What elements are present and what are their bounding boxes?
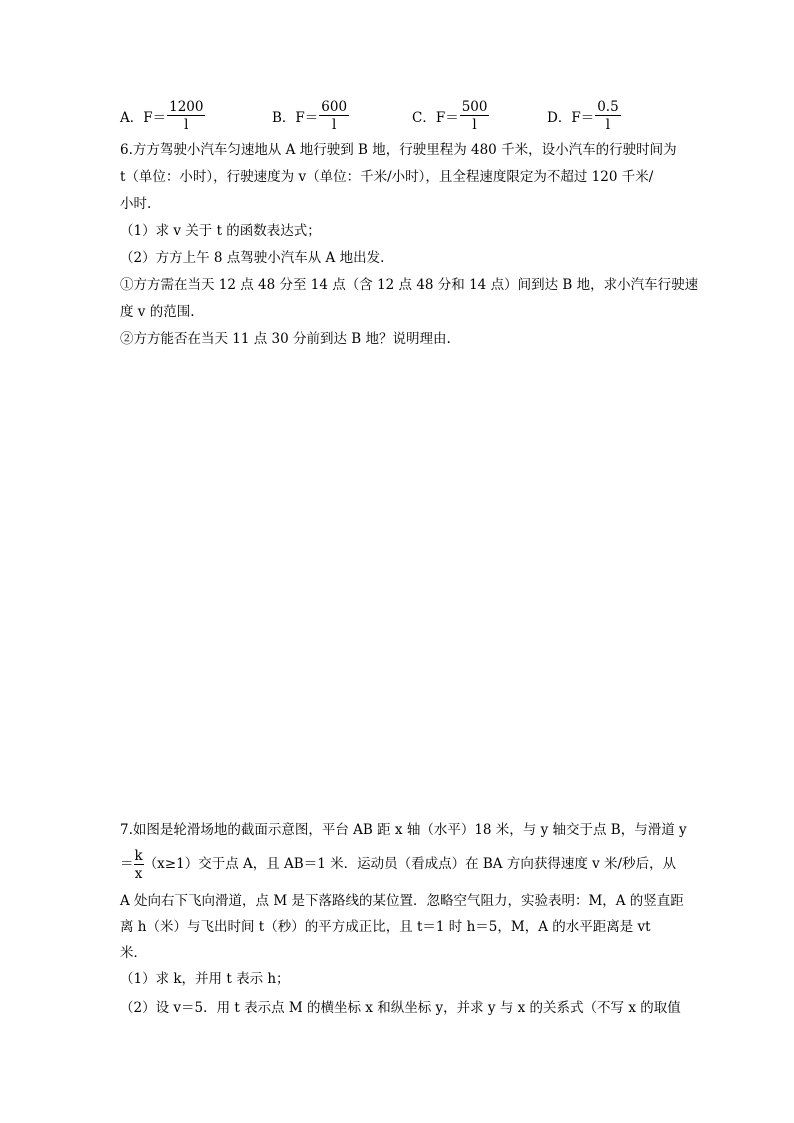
option-fraction	[319, 100, 349, 132]
option-prefix: D．F＝	[547, 110, 595, 126]
q7-line-5: 米．	[120, 945, 147, 961]
fraction-numerator: 600	[321, 98, 348, 115]
option-prefix: A．F＝	[120, 110, 167, 126]
q7-line-4: 离 h（米）与飞出时间 t（秒）的平方成正比，且 t＝1 时 h＝5，M，A 的水平距离是 vt	[120, 919, 651, 935]
option-fraction	[167, 100, 205, 132]
fraction-numerator: k	[134, 848, 143, 864]
k-over-x-fraction	[134, 849, 144, 881]
option-prefix: B．F＝	[272, 110, 319, 126]
fraction-denominator: l	[332, 117, 337, 133]
q7-line-1: 7.如图是轮滑场地的截面示意图，平台 AB 距 x 轴（水平）18 米，与 y 轴交于点 B，与滑道 y	[120, 822, 687, 838]
option-b	[272, 96, 349, 136]
q7-line-6: （1）求 k，并用 t 表示 h；	[120, 971, 290, 987]
option-d	[547, 96, 621, 136]
q6-line-2: t（单位：小时），行驶速度为 v（单位：千米/小时），且全程速度限定为不超过 120 千米/	[120, 169, 654, 185]
fraction-denominator: l	[184, 117, 189, 133]
q6-line-4: （1）求 v 关于 t 的函数表达式；	[120, 223, 321, 239]
option-c	[412, 96, 489, 136]
q7-line-3: A 处向右下飞向滑道，点 M 是下落路线的某位置．忽略空气阻力，实验表明：M，A 的竖直距	[120, 893, 684, 909]
option-fraction	[595, 100, 620, 132]
option-fraction	[460, 100, 490, 132]
q7-line-7: （2）设 v＝5．用 t 表示点 M 的横坐标 x 和纵坐标 y，并求 y 与 x 的关系式（不写 x 的取值	[120, 1000, 681, 1016]
q6-line-8: ②方方能否在当天 11 点 30 分前到达 B 地？说明理由.	[120, 331, 451, 347]
q6-line-6: ①方方需在当天 12 点 48 分至 14 点（含 12 点 48 分和 14 点）间到达 B 地，求小汽车行驶速	[120, 277, 699, 293]
fraction-numerator: 500	[461, 98, 488, 115]
option-a	[120, 96, 205, 136]
q6-line-1: 6.方方驾驶小汽车匀速地从 A 地行驶到 B 地，行驶里程为 480 千米，设小汽车的行驶时间为	[120, 142, 677, 158]
fraction-denominator: x	[134, 866, 143, 883]
fraction-denominator: l	[605, 117, 611, 133]
q7-line-2-rest: （x≥1）交于点 A，且 AB＝1 米．运动员（看成点）在 BA 方向获得速度 v 米/秒后，从	[143, 856, 677, 873]
fraction-denominator: l	[472, 117, 477, 133]
answer-options	[120, 96, 680, 136]
q6-line-7: 度 v 的范围.	[120, 304, 195, 320]
q7-line-2	[120, 849, 676, 881]
option-prefix: C．F＝	[412, 110, 459, 126]
q6-line-5: （2）方方上午 8 点驾驶小汽车从 A 地出发.	[120, 250, 385, 266]
q7-equals: ＝	[120, 856, 134, 873]
q6-line-3: 小时.	[120, 196, 152, 212]
fraction-numerator: 0.5	[597, 98, 619, 115]
fraction-numerator: 1200	[169, 98, 204, 115]
